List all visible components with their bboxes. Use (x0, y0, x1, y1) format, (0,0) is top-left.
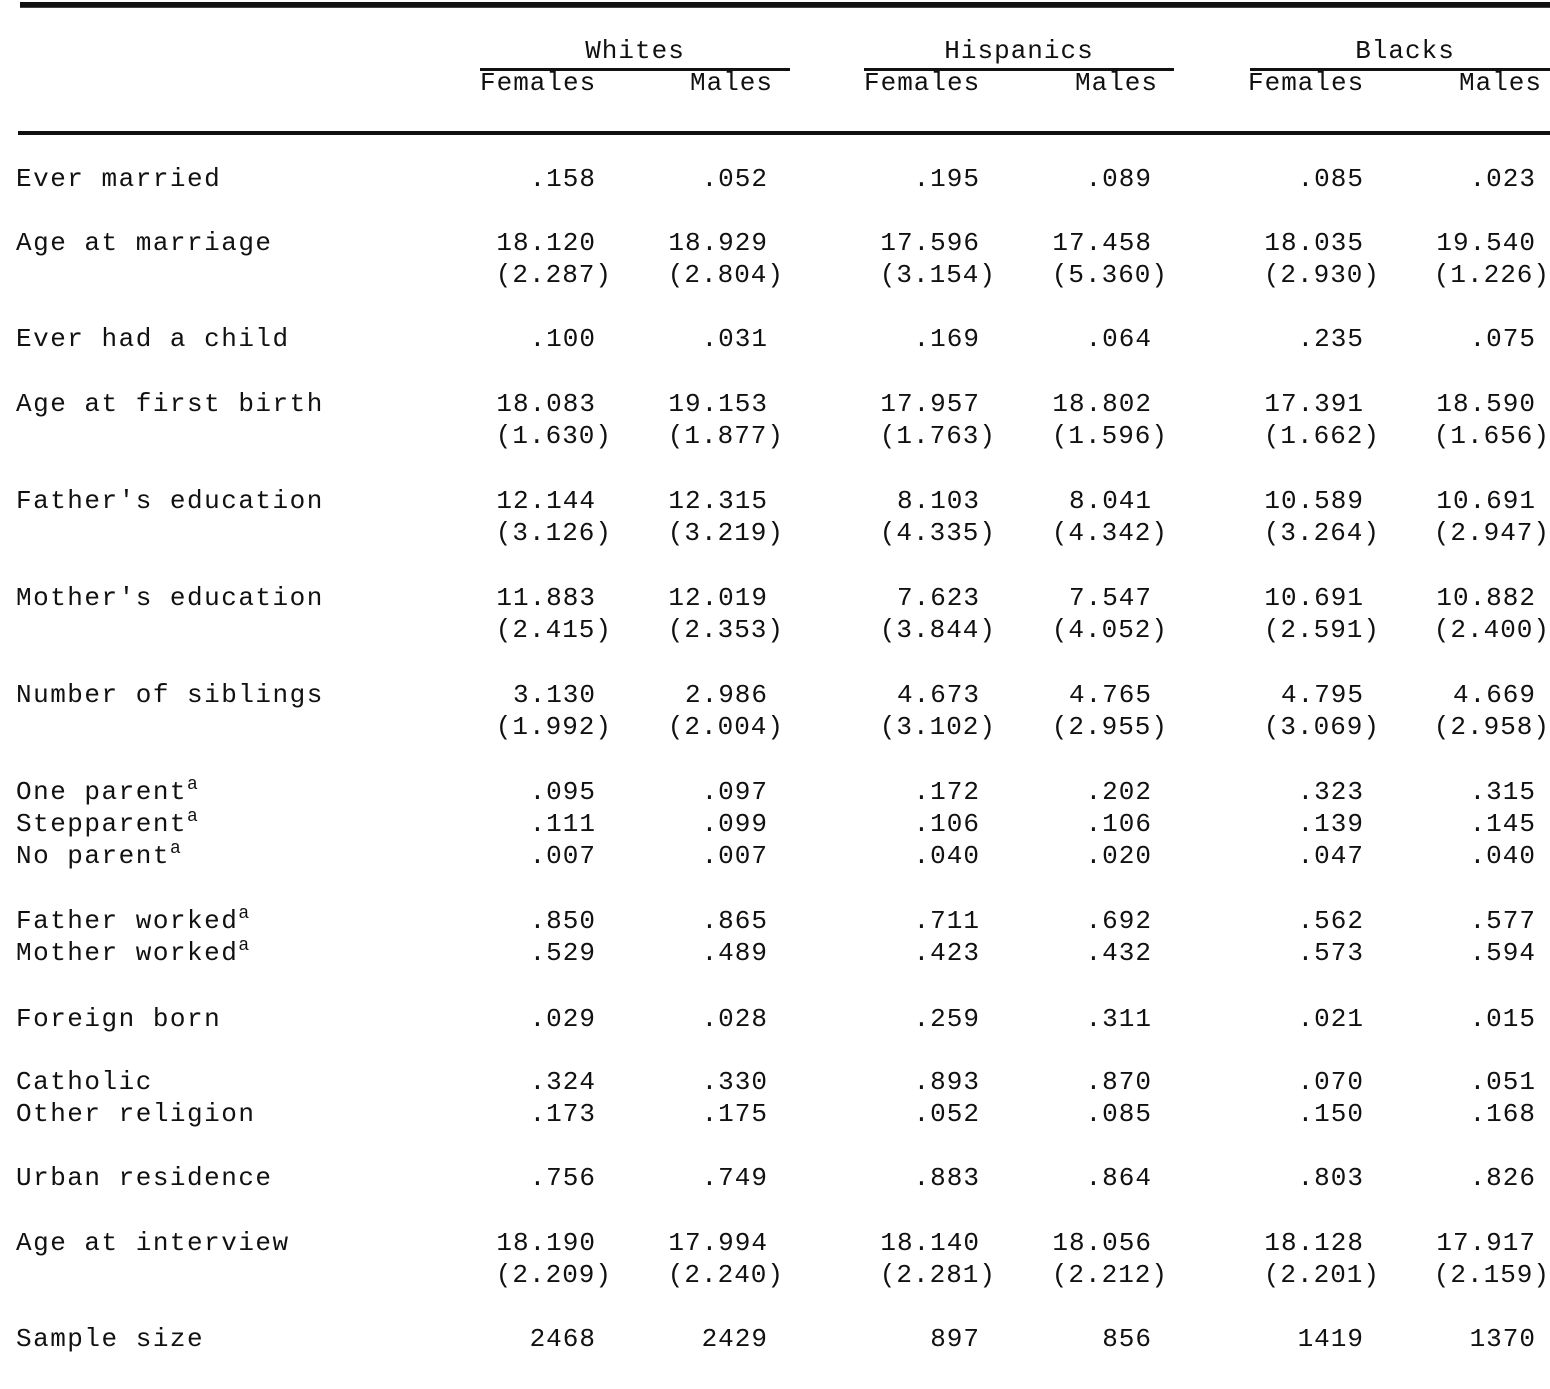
table-cell-value: 12.019 (668, 583, 768, 613)
table-cell-sd: (2.804) (667, 260, 784, 290)
row-label-text: Father's education (16, 486, 324, 516)
table-cell-value: 4.765 (1068, 680, 1152, 710)
table-cell-value: 18.035 (1264, 228, 1364, 258)
table-cell-value: 4.673 (896, 680, 980, 710)
footnote-marker: a (187, 807, 200, 827)
table-cell-sd: (4.342) (1051, 518, 1168, 548)
table-cell-value: .051 (1469, 1067, 1536, 1097)
table-cell-value: .850 (529, 906, 596, 936)
table-cell-value: .075 (1469, 324, 1536, 354)
table-cell-value: 18.802 (1052, 389, 1152, 419)
table-cell-value: .106 (913, 809, 980, 839)
table-cell-value: .150 (1297, 1099, 1364, 1129)
table-cell-sd: (3.102) (879, 712, 996, 742)
row-label (16, 938, 251, 968)
table-cell-value: 11.883 (496, 583, 596, 613)
table-cell-value: .172 (913, 777, 980, 807)
table-cell-value: .175 (701, 1099, 768, 1129)
table-cell-sd: (2.353) (667, 615, 784, 645)
table-cell-value: .145 (1469, 809, 1536, 839)
table-cell-value: 10.589 (1264, 486, 1364, 516)
footnote-marker: a (238, 936, 251, 956)
footnote-marker: a (187, 775, 200, 795)
table-cell-value: 12.315 (668, 486, 768, 516)
row-label-text: Number of siblings (16, 680, 324, 710)
row-label-text: Foreign born (16, 1004, 222, 1034)
col-header-hispanics-males: Males (1075, 68, 1159, 98)
table-cell-value: .040 (913, 841, 980, 871)
row-label (16, 1324, 204, 1354)
table-cell-value: 3.130 (512, 680, 596, 710)
table-cell-sd: (2.958) (1433, 712, 1550, 742)
group-header-hispanics: Hispanics (944, 36, 1094, 66)
row-label (16, 1099, 255, 1129)
table-cell-value: .692 (1085, 906, 1152, 936)
table-cell-value: .594 (1469, 938, 1536, 968)
table-cell-sd: (1.877) (667, 421, 784, 451)
table-cell-value: .235 (1297, 324, 1364, 354)
table-cell-value: 10.882 (1436, 583, 1536, 613)
table-cell-value: .095 (529, 777, 596, 807)
row-label (16, 841, 182, 871)
row-label-text: No parent (16, 841, 170, 871)
row-label (16, 1228, 290, 1258)
header-rule (18, 131, 1550, 135)
table-cell-value: .883 (913, 1163, 980, 1193)
table-cell-value: .100 (529, 324, 596, 354)
table-cell-value: .015 (1469, 1004, 1536, 1034)
table-cell-sd: (3.126) (495, 518, 612, 548)
table-cell-value: .099 (701, 809, 768, 839)
group-header-blacks: Blacks (1355, 36, 1455, 66)
table-cell-value: .085 (1085, 1099, 1152, 1129)
table-cell-value: 19.153 (668, 389, 768, 419)
table-cell-value: .711 (913, 906, 980, 936)
table-cell-value: .311 (1085, 1004, 1152, 1034)
table-cell-sd: (2.159) (1433, 1260, 1550, 1290)
table-cell-value: 8.041 (1068, 486, 1152, 516)
row-label-text: One parent (16, 777, 188, 807)
table-cell-value: .173 (529, 1099, 596, 1129)
table-cell-value: 18.120 (496, 228, 596, 258)
table-cell-value: 1419 (1297, 1324, 1364, 1354)
row-label-text: Ever married (16, 164, 222, 194)
table-cell-value: 18.128 (1264, 1228, 1364, 1258)
row-label-text: Father worked (16, 906, 239, 936)
footnote-marker: a (238, 904, 251, 924)
table-cell-sd: (3.844) (879, 615, 996, 645)
table-cell-sd: (1.656) (1433, 421, 1550, 451)
table-cell-sd: (3.154) (879, 260, 996, 290)
row-label (16, 324, 290, 354)
table-cell-value: 18.083 (496, 389, 596, 419)
row-label (16, 906, 251, 936)
table-cell-value: 17.957 (880, 389, 980, 419)
table-cell-value: 17.391 (1264, 389, 1364, 419)
table-cell-value: .870 (1085, 1067, 1152, 1097)
row-label (16, 228, 273, 258)
table-cell-value: 18.929 (668, 228, 768, 258)
row-label (16, 1067, 153, 1097)
table-cell-value: 17.994 (668, 1228, 768, 1258)
table-cell-value: .158 (529, 164, 596, 194)
table-cell-value: .040 (1469, 841, 1536, 871)
table-cell-value: .323 (1297, 777, 1364, 807)
row-label-text: Mother's education (16, 583, 324, 613)
row-label (16, 164, 221, 194)
table-cell-value: .168 (1469, 1099, 1536, 1129)
table-cell-sd: (2.240) (667, 1260, 784, 1290)
table-cell-value: 18.190 (496, 1228, 596, 1258)
table-cell-value: .324 (529, 1067, 596, 1097)
table-cell-value: .097 (701, 777, 768, 807)
table-cell-sd: (2.212) (1051, 1260, 1168, 1290)
table-cell-value: 897 (930, 1324, 980, 1354)
row-label-text: Age at first birth (16, 389, 324, 419)
table-cell-value: 17.596 (880, 228, 980, 258)
table-cell-sd: (2.281) (879, 1260, 996, 1290)
table-cell-value: .052 (701, 164, 768, 194)
table-cell-value: .315 (1469, 777, 1536, 807)
table-cell-value: .089 (1085, 164, 1152, 194)
col-header-blacks-females: Females (1248, 68, 1365, 98)
table-cell-value: .021 (1297, 1004, 1364, 1034)
table-cell-sd: (3.264) (1263, 518, 1380, 548)
table-cell-sd: (2.955) (1051, 712, 1168, 742)
table-cell-sd: (2.209) (495, 1260, 612, 1290)
table-cell-value: .562 (1297, 906, 1364, 936)
table-cell-sd: (2.287) (495, 260, 612, 290)
table-cell-value: .865 (701, 906, 768, 936)
row-label (16, 777, 199, 807)
table-cell-sd: (2.591) (1263, 615, 1380, 645)
table-cell-sd: (2.415) (495, 615, 612, 645)
table-cell-value: .864 (1085, 1163, 1152, 1193)
table-cell-value: .756 (529, 1163, 596, 1193)
table-cell-value: .893 (913, 1067, 980, 1097)
table-cell-value: 10.691 (1264, 583, 1364, 613)
table-cell-value: .029 (529, 1004, 596, 1034)
row-label (16, 1163, 273, 1193)
table-cell-value: .259 (913, 1004, 980, 1034)
table-cell-sd: (1.630) (495, 421, 612, 451)
table-cell-sd: (4.052) (1051, 615, 1168, 645)
table-cell-value: 4.795 (1280, 680, 1364, 710)
table-cell-value: 12.144 (496, 486, 596, 516)
table-cell-sd: (2.201) (1263, 1260, 1380, 1290)
table-cell-value: .064 (1085, 324, 1152, 354)
table-cell-value: .803 (1297, 1163, 1364, 1193)
table-cell-value: 7.623 (896, 583, 980, 613)
row-label-text: Age at marriage (16, 228, 273, 258)
table-cell-value: .052 (913, 1099, 980, 1129)
table-cell-value: .047 (1297, 841, 1364, 871)
table-cell-value: .020 (1085, 841, 1152, 871)
table-cell-value: .195 (913, 164, 980, 194)
row-label (16, 389, 324, 419)
table-cell-value: .330 (701, 1067, 768, 1097)
table-cell-value: .028 (701, 1004, 768, 1034)
table-cell-value: .749 (701, 1163, 768, 1193)
table-cell-value: 8.103 (896, 486, 980, 516)
table-cell-value: .031 (701, 324, 768, 354)
row-label (16, 583, 324, 613)
table-cell-sd: (2.400) (1433, 615, 1550, 645)
row-label-text: Ever had a child (16, 324, 290, 354)
row-label (16, 680, 324, 710)
row-label (16, 1004, 221, 1034)
table-cell-value: 1370 (1469, 1324, 1536, 1354)
table-cell-sd: (1.992) (495, 712, 612, 742)
col-header-whites-males: Males (690, 68, 774, 98)
table-cell-value: 7.547 (1068, 583, 1152, 613)
row-label-text: Stepparent (16, 809, 188, 839)
row-label (16, 486, 324, 516)
table-cell-value: 17.458 (1052, 228, 1152, 258)
footnote-marker: a (169, 839, 183, 859)
table-cell-value: .423 (913, 938, 980, 968)
table-cell-sd: (2.004) (667, 712, 784, 742)
table-cell-value: .023 (1469, 164, 1536, 194)
row-label-text: Age at interview (16, 1228, 290, 1258)
row-label-text: Other religion (16, 1099, 256, 1129)
table-cell-value: .826 (1469, 1163, 1536, 1193)
table-cell-value: .111 (529, 809, 596, 839)
table-cell-value: .489 (701, 938, 768, 968)
col-header-hispanics-females: Females (864, 68, 981, 98)
group-header-whites: Whites (585, 36, 685, 66)
row-label-text: Urban residence (16, 1163, 273, 1193)
table-cell-value: 4.669 (1452, 680, 1536, 710)
table-cell-sd: (1.662) (1263, 421, 1380, 451)
table-cell-value: 17.917 (1436, 1228, 1536, 1258)
table-cell-sd: (2.930) (1263, 260, 1380, 290)
table-cell-value: .169 (913, 324, 980, 354)
table-cell-value: .577 (1469, 906, 1536, 936)
row-label-text: Sample size (16, 1324, 205, 1354)
col-header-blacks-males: Males (1459, 68, 1543, 98)
table-cell-sd: (3.219) (667, 518, 784, 548)
table-cell-value: .529 (529, 938, 596, 968)
table-cell-value: 19.540 (1436, 228, 1536, 258)
top-rule (20, 2, 1550, 8)
table-cell-value: 2429 (701, 1324, 768, 1354)
table-cell-value: .139 (1297, 809, 1364, 839)
row-label-text: Catholic (16, 1067, 153, 1097)
table-cell-value: 18.056 (1052, 1228, 1152, 1258)
table-cell-value: .432 (1085, 938, 1152, 968)
col-header-whites-females: Females (480, 68, 597, 98)
table-cell-sd: (4.335) (879, 518, 996, 548)
table-cell-sd: (5.360) (1051, 260, 1168, 290)
table-cell-value: .070 (1297, 1067, 1364, 1097)
table-cell-value: .007 (529, 841, 596, 871)
table-cell-value: .573 (1297, 938, 1364, 968)
table-cell-value: 18.140 (880, 1228, 980, 1258)
table-cell-value: 856 (1102, 1324, 1152, 1354)
table-cell-sd: (1.763) (879, 421, 996, 451)
table-cell-value: .106 (1085, 809, 1152, 839)
row-label-text: Mother worked (16, 938, 239, 968)
table-cell-value: 18.590 (1436, 389, 1536, 419)
table-cell-sd: (3.069) (1263, 712, 1380, 742)
table-cell-sd: (2.947) (1433, 518, 1550, 548)
table-cell-sd: (1.226) (1433, 260, 1550, 290)
table-cell-sd: (1.596) (1051, 421, 1168, 451)
table-cell-value: 2468 (529, 1324, 596, 1354)
row-label (16, 809, 199, 839)
table-cell-value: .202 (1085, 777, 1152, 807)
table-cell-value: .085 (1297, 164, 1364, 194)
table-cell-value: .007 (701, 841, 768, 871)
table-cell-value: 2.986 (684, 680, 768, 710)
table-cell-value: 10.691 (1436, 486, 1536, 516)
